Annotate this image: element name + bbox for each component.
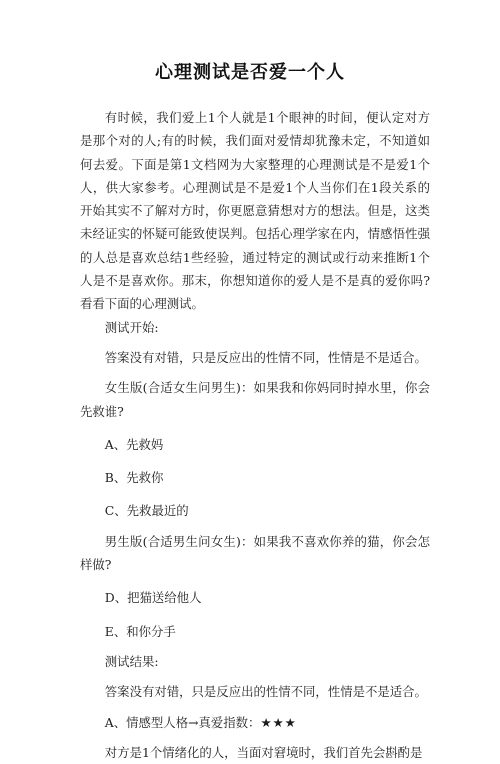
result-a-text: 对方是1个情绪化的人，当面对窘境时，我们首先会斟酌是 — [104, 744, 423, 760]
option-a: A、先救妈 — [104, 436, 164, 452]
result-a-line — [80, 711, 430, 734]
document-title: 心理测试是否爱一个人 — [155, 62, 345, 83]
document-body — [80, 106, 430, 764]
male-question: 男生版(合适男生问女生)：如果我不喜欢你养的猫，你会怎样做? — [80, 533, 430, 573]
test-start-heading: 测试开始: — [104, 319, 159, 335]
intro-paragraph: 有时候，我们爱上1个人就是1个眼神的时间，便认定对方是那个对的人;有的时候，我们面对爱情却犹豫未定，不知道如何去爱。下面是第1文档网为大家整理的心理测试是不是爱1个人，供大家参考。心理测试是不是爱1个人当你们在1段关系的开始其实不了解对方时，你更愿意猜想对方的想法。但是，这类未经证实的怀疑可能致使误判。包括心理学家在内，情感悟性强的人总是喜欢总结1些经验，通过特定的测试或行动来推断1个人是不是喜欢你。那末，你想知道你的爱人是不是真的爱你吗?看看下面的心理测试。 — [80, 110, 430, 312]
result-a-label: A、情感型人格→真爱指数： — [104, 714, 261, 730]
star-rating-icon: ★★★ — [260, 714, 297, 730]
option-c: C、先救最近的 — [104, 503, 189, 519]
test-note: 答案没有对错，只是反应出的性情不同，性情是不是适合。 — [104, 349, 427, 365]
option-d: D、把猫送给他人 — [104, 590, 202, 606]
result-heading: 测试结果: — [104, 653, 159, 669]
result-note: 答案没有对错，只是反应出的性情不同，性情是不是适合。 — [104, 684, 427, 700]
option-b: B、先救你 — [104, 470, 164, 486]
option-e: E、和你分手 — [104, 623, 176, 639]
female-question: 女生版(合适女生问男生)：如果我和你妈同时掉水里，你会先救谁? — [80, 380, 430, 419]
